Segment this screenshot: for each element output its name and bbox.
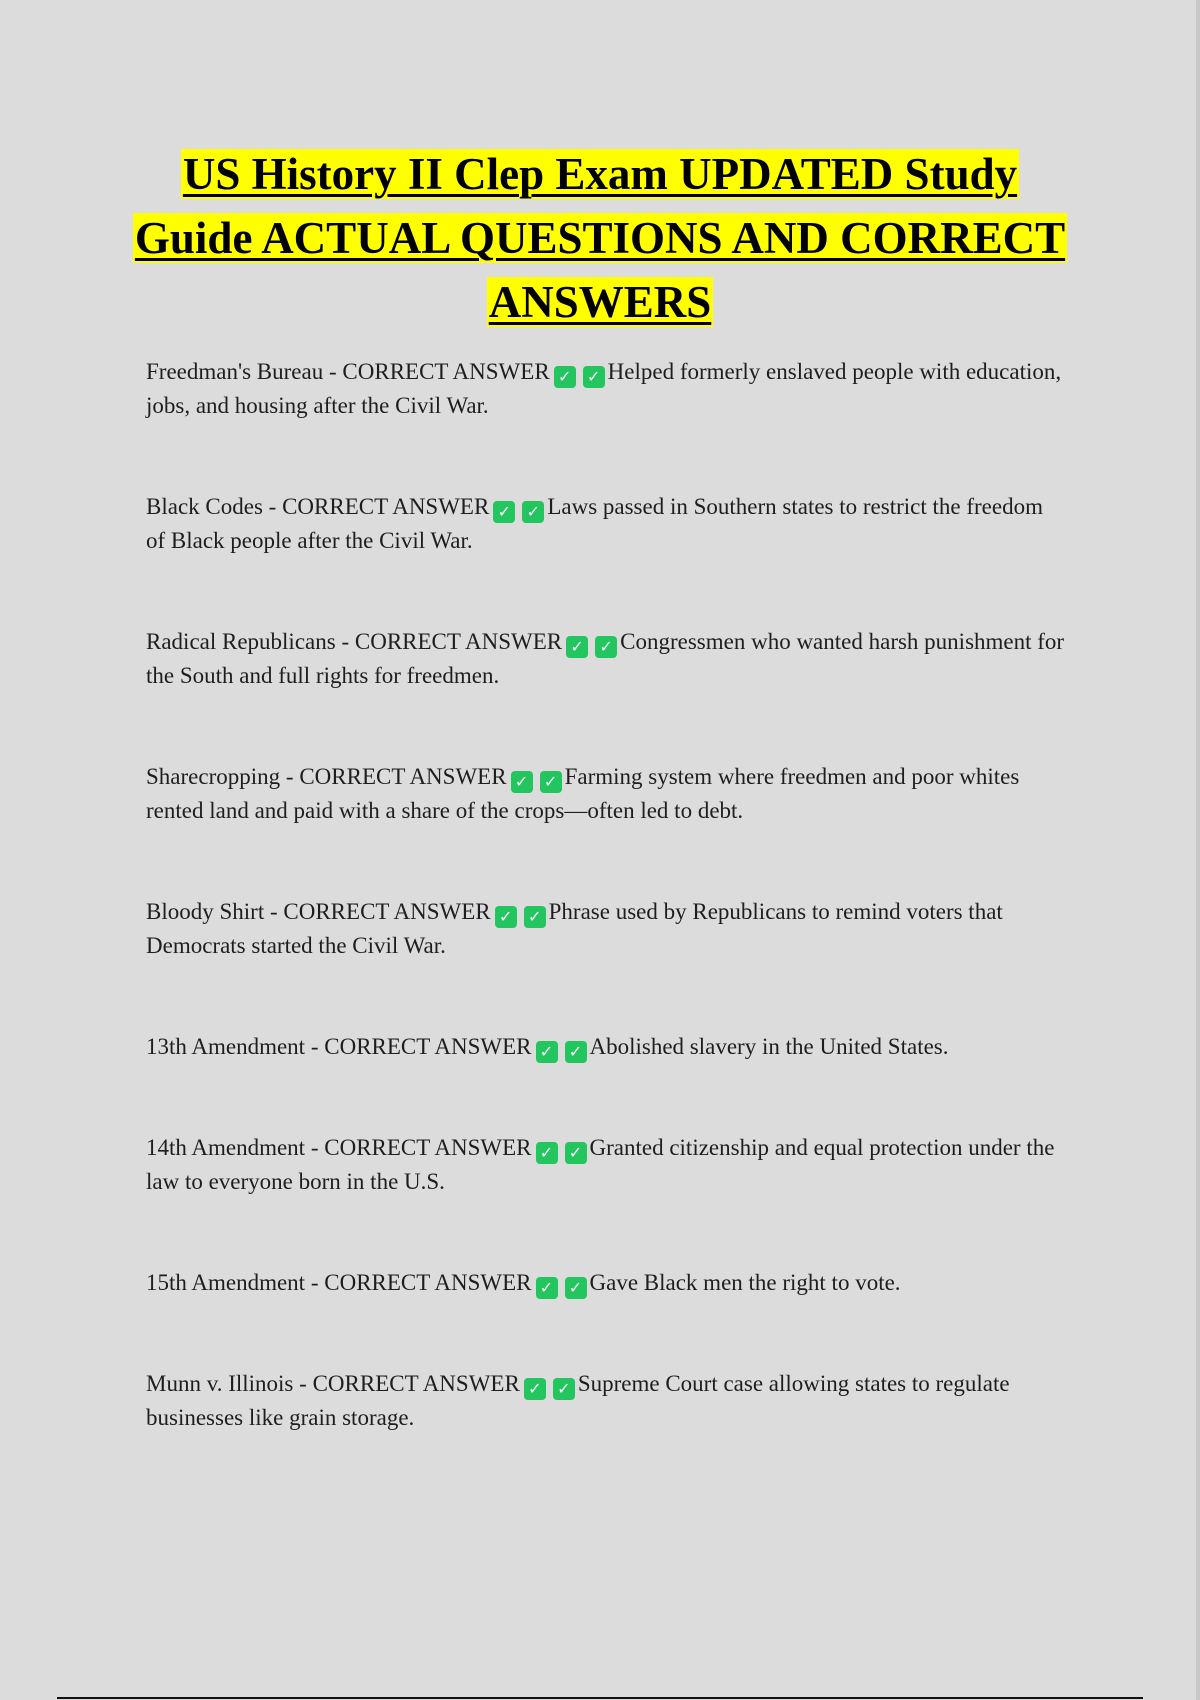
check-mark-icon: ✓ bbox=[565, 1277, 587, 1299]
check-mark-icon: ✓ bbox=[536, 1041, 558, 1063]
check-mark-icon: ✓ bbox=[524, 906, 546, 928]
qa-label: CORRECT ANSWER bbox=[324, 1135, 532, 1160]
qa-item: Radical Republicans - CORRECT ANSWER ✓ ✓ Congressmen who wanted harsh punishment for the South and full rights for freedmen. bbox=[146, 629, 1065, 688]
qa-list bbox=[146, 355, 1066, 1435]
check-mark-icon: ✓ bbox=[540, 771, 562, 793]
qa-term: 15th Amendment bbox=[146, 1270, 306, 1295]
qa-answer: Farming system where freedmen and poor whites rented land and paid with a share of the crops—often led to debt. bbox=[146, 764, 1020, 823]
qa-item: 15th Amendment - CORRECT ANSWER ✓ ✓ Gave Black men the right to vote. bbox=[146, 1270, 901, 1297]
check-mark-icon: ✓ bbox=[522, 501, 544, 523]
footer-rule bbox=[57, 1697, 1143, 1699]
qa-item: Munn v. Illinois - CORRECT ANSWER ✓ ✓ Supreme Court case allowing states to regulate businesses like grain storage. bbox=[146, 1371, 1010, 1430]
qa-term: Bloody Shirt bbox=[146, 899, 265, 924]
qa-term: Black Codes bbox=[146, 494, 263, 519]
check-mark-icon: ✓ bbox=[553, 1378, 575, 1400]
qa-term: Sharecropping bbox=[146, 764, 281, 789]
check-mark-icon: ✓ bbox=[493, 501, 515, 523]
qa-label: CORRECT ANSWER bbox=[299, 764, 507, 789]
qa-item: 13th Amendment - CORRECT ANSWER ✓ ✓ Abolished slavery in the United States. bbox=[146, 1034, 949, 1061]
qa-label: CORRECT ANSWER bbox=[354, 629, 563, 654]
check-mark-icon: ✓ bbox=[595, 636, 617, 658]
qa-label: CORRECT ANSWER bbox=[324, 1270, 532, 1295]
qa-item: Bloody Shirt - CORRECT ANSWER ✓ ✓ Phrase used by Republicans to remind voters that Democrats started the Civil War. bbox=[146, 899, 1003, 958]
check-mark-icon: ✓ bbox=[495, 906, 517, 928]
qa-term: Munn v. Illinois bbox=[146, 1371, 294, 1396]
qa-term: 13th Amendment bbox=[146, 1034, 306, 1059]
qa-item: Freedman's Bureau - CORRECT ANSWER ✓ ✓ Helped formerly enslaved people with education, jobs, and housing after the Civil War. bbox=[146, 359, 1062, 418]
check-mark-icon: ✓ bbox=[536, 1142, 558, 1164]
check-mark-icon: ✓ bbox=[565, 1041, 587, 1063]
check-mark-icon: ✓ bbox=[583, 366, 605, 388]
qa-term: Freedman's Bureau bbox=[146, 359, 324, 384]
check-mark-icon: ✓ bbox=[511, 771, 533, 793]
qa-term: Radical Republicans bbox=[146, 629, 336, 654]
page-edge bbox=[1196, 0, 1200, 1700]
check-mark-icon: ✓ bbox=[565, 1142, 587, 1164]
check-mark-icon: ✓ bbox=[554, 366, 576, 388]
check-mark-icon: ✓ bbox=[536, 1277, 558, 1299]
check-mark-icon: ✓ bbox=[566, 636, 588, 658]
document-title bbox=[120, 142, 1080, 334]
qa-label: CORRECT ANSWER bbox=[342, 359, 550, 384]
qa-answer: Laws passed in Southern states to restrict the freedom of Black people after the Civil War. bbox=[146, 494, 1043, 553]
qa-answer: Gave Black men the right to vote. bbox=[589, 1270, 901, 1295]
qa-term: 14th Amendment bbox=[146, 1135, 306, 1160]
qa-answer: Granted citizenship and equal protection under the law to everyone born in the U.S. bbox=[146, 1135, 1055, 1194]
check-mark-icon: ✓ bbox=[524, 1378, 546, 1400]
qa-item: 14th Amendment - CORRECT ANSWER ✓ ✓ Granted citizenship and equal protection under the law to everyone born in the U.S. bbox=[146, 1135, 1055, 1194]
qa-answer: Congressmen who wanted harsh punishment for the South and full rights for freedmen. bbox=[146, 629, 1065, 688]
qa-answer: Supreme Court case allowing states to regulate businesses like grain storage. bbox=[146, 1371, 1010, 1430]
qa-answer: Phrase used by Republicans to remind voters that Democrats started the Civil War. bbox=[146, 899, 1003, 958]
qa-answer: Abolished slavery in the United States. bbox=[589, 1034, 949, 1059]
qa-item: Sharecropping - CORRECT ANSWER ✓ ✓ Farming system where freedmen and poor whites rented land and paid with a share of the crops—often led to debt. bbox=[146, 764, 1020, 823]
qa-item: Black Codes - CORRECT ANSWER ✓ ✓ Laws passed in Southern states to restrict the freedom of Black people after the Civil War. bbox=[146, 494, 1043, 553]
qa-label: CORRECT ANSWER bbox=[283, 899, 491, 924]
qa-label: CORRECT ANSWER bbox=[324, 1034, 532, 1059]
qa-label: CORRECT ANSWER bbox=[282, 494, 490, 519]
document-title-text: US History II Clep Exam UPDATED Study Guide ACTUAL QUESTIONS AND CORRECT ANSWERS bbox=[134, 149, 1066, 327]
qa-label: CORRECT ANSWER bbox=[312, 1371, 520, 1396]
qa-answer: Helped formerly enslaved people with education, jobs, and housing after the Civil War. bbox=[146, 359, 1062, 418]
